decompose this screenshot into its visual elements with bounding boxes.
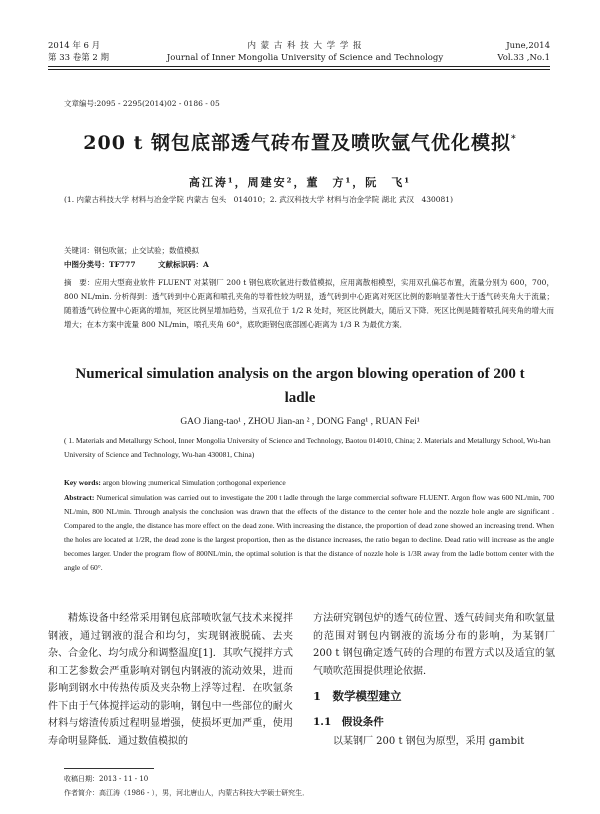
journal-name-cn: 内 蒙 古 科 技 大 学 学 报 (247, 41, 363, 51)
title-cn (40, 128, 560, 155)
abstract-en-label: Abstract: (64, 493, 95, 502)
header-volume-en: Vol.33 ,No.1 (497, 53, 550, 63)
header-date: 2014 年 6 月 (48, 41, 101, 51)
abstract-en (64, 491, 554, 575)
abstract-cn: 摘 要：应用大型商业软件 FLUENT 对某钢厂 200 t 钢包底吹氩进行数值模拟，应用离散相模型，实用双孔偏芯布置，流量分别为 600，700，800 NL/min. 分析得到：透气砖到中心距离和喷孔夹角的导着性较为明显，透气砖到中心距离对死区比例的影响显著性大于透气砖夹角大于流量；随着透气砖位置中心距离的增加，死区比例呈增加趋势，当双孔位于 1/2 R 处时，死区比例最大，随后又下降．死区比例是随着喷孔间夹角的增大而增大；在本方案中流量 800 NL/min，喷孔夹角 60°，底吹距钢包底部圆心距离为 1/3 R 为最优方案． (64, 278, 554, 329)
affiliation-en: ( 1. Materials and Metallurgy School, Inner Mongolia University of Science and Technology, Baotou 014010, China; 2. Materials and Metallurgy School, Wu-han University of Science and Technology, Wu-han 430081, China) (64, 436, 551, 459)
footnote-author: 作者简介：高江涛（1986 - ），男，河北唐山人，内蒙古科技大学硕士研究生． (64, 789, 310, 797)
header-date-en: June,2014 (506, 41, 550, 51)
article-number: 文章编号:2095 - 2295(2014)02 - 0186 - 05 (64, 99, 220, 108)
keywords-en (64, 476, 554, 490)
header-volume: 第 33 卷第 2 期 (48, 53, 110, 63)
title-footnote-mark: * (510, 134, 517, 145)
title-cn-text: 200 t 钢包底部透气砖布置及喷吹氩气优化模拟 (83, 132, 511, 154)
header-rule (48, 66, 550, 67)
body-right-column (313, 610, 555, 751)
section-heading-1-1: 1.1 假设条件 (313, 715, 384, 728)
footnote-rule (64, 768, 154, 769)
body-right-paragraph-2: 以某钢厂 200 t 钢包为原型，采用 gambit (333, 736, 525, 747)
section-heading-1: 1 数学模型建立 (313, 689, 402, 703)
header-left (48, 40, 109, 64)
keywords-cn: 关键词：钢包吹氩；止交试验；数值模拟 (64, 246, 199, 255)
body-left-column: 精炼设备中经常采用钢包底部喷吹氩气技术来搅拌钢液，通过钢液的混合和均匀，实现钢液脱硫、去夹杂、合金化、均匀成分和调整温度[1]．其吹气搅拌方式和工艺参数会严重影响对钢包内钢液的流动效果，进而影响到钢水中传热传质及夹杂物上浮等过程．在吹氩条件下由于气体搅拌运动的影响，钢包中一些部位的耐火材料与熔渣传质过程明显增强，使损坏更加严重，使用寿命明显降低．通过数值模拟的 (48, 613, 293, 747)
keywords-en-text: argon blowing ;numerical Simulation ;orthogonal experience (102, 478, 286, 487)
footnote-received: 收稿日期：2013 - 11 - 10 (64, 775, 149, 783)
affiliation-cn: (1. 内蒙古科技大学 材料与冶金学院 内蒙古 包头 014010；2. 武汉科技大学 材料与冶金学院 湖北 武汉 430081) (64, 195, 453, 204)
header-journal (160, 40, 450, 64)
header-rule-thin (48, 69, 550, 70)
journal-name-en: Journal of Inner Mongolia University of Science and Technology (166, 53, 444, 63)
title-en: Numerical simulation analysis on the argon blowing operation of 200 t ladle (75, 366, 525, 406)
authors-en: GAO Jiang-tao¹ , ZHOU Jian-an ² , DONG Fang¹ , RUAN Fei¹ (180, 417, 420, 427)
keywords-en-label: Key words: (64, 478, 101, 487)
authors-cn: 高江涛¹，周建安²，董 方¹，阮 飞¹ (188, 176, 412, 189)
abstract-en-text: Numerical simulation was carried out to investigate the 200 t ladle through the large commercial software FLUENT. Argon flow was 600 NL/min, 700 NL/min, 800 NL/min. Through analysis the conclusion was drawn that the effects of the distance to the center hole and the nozzle hole angle are significant . Compared to the angle, the distance has more effect on the dead zone. With increasing the distance, the proportion of dead zone showed an increasing trend. When the holes are located at 1/2R, the dead zone is the largest proportion, then as the distance increases, the ratio began to decline. Dead ratio will increase as the angle becomes larger. Under the program flow of 800NL/min, the optimal solution is that the distance of nozzle hole is 1/3R away from the ladle bottom center with the angle of 60°. (64, 493, 555, 572)
classification: 中图分类号：TF777 文献标识码：A (64, 260, 209, 269)
body-right-paragraph: 方法研究钢包炉的透气砖位置、透气砖间夹角和吹氩量的范围对钢包内钢液的流场分布的影响，为某钢厂 200 t 钢包确定透气砖的合理的布置方式以及适宜的氩气喷吹范围提供理论依据． (313, 613, 555, 677)
header-right (497, 40, 550, 64)
